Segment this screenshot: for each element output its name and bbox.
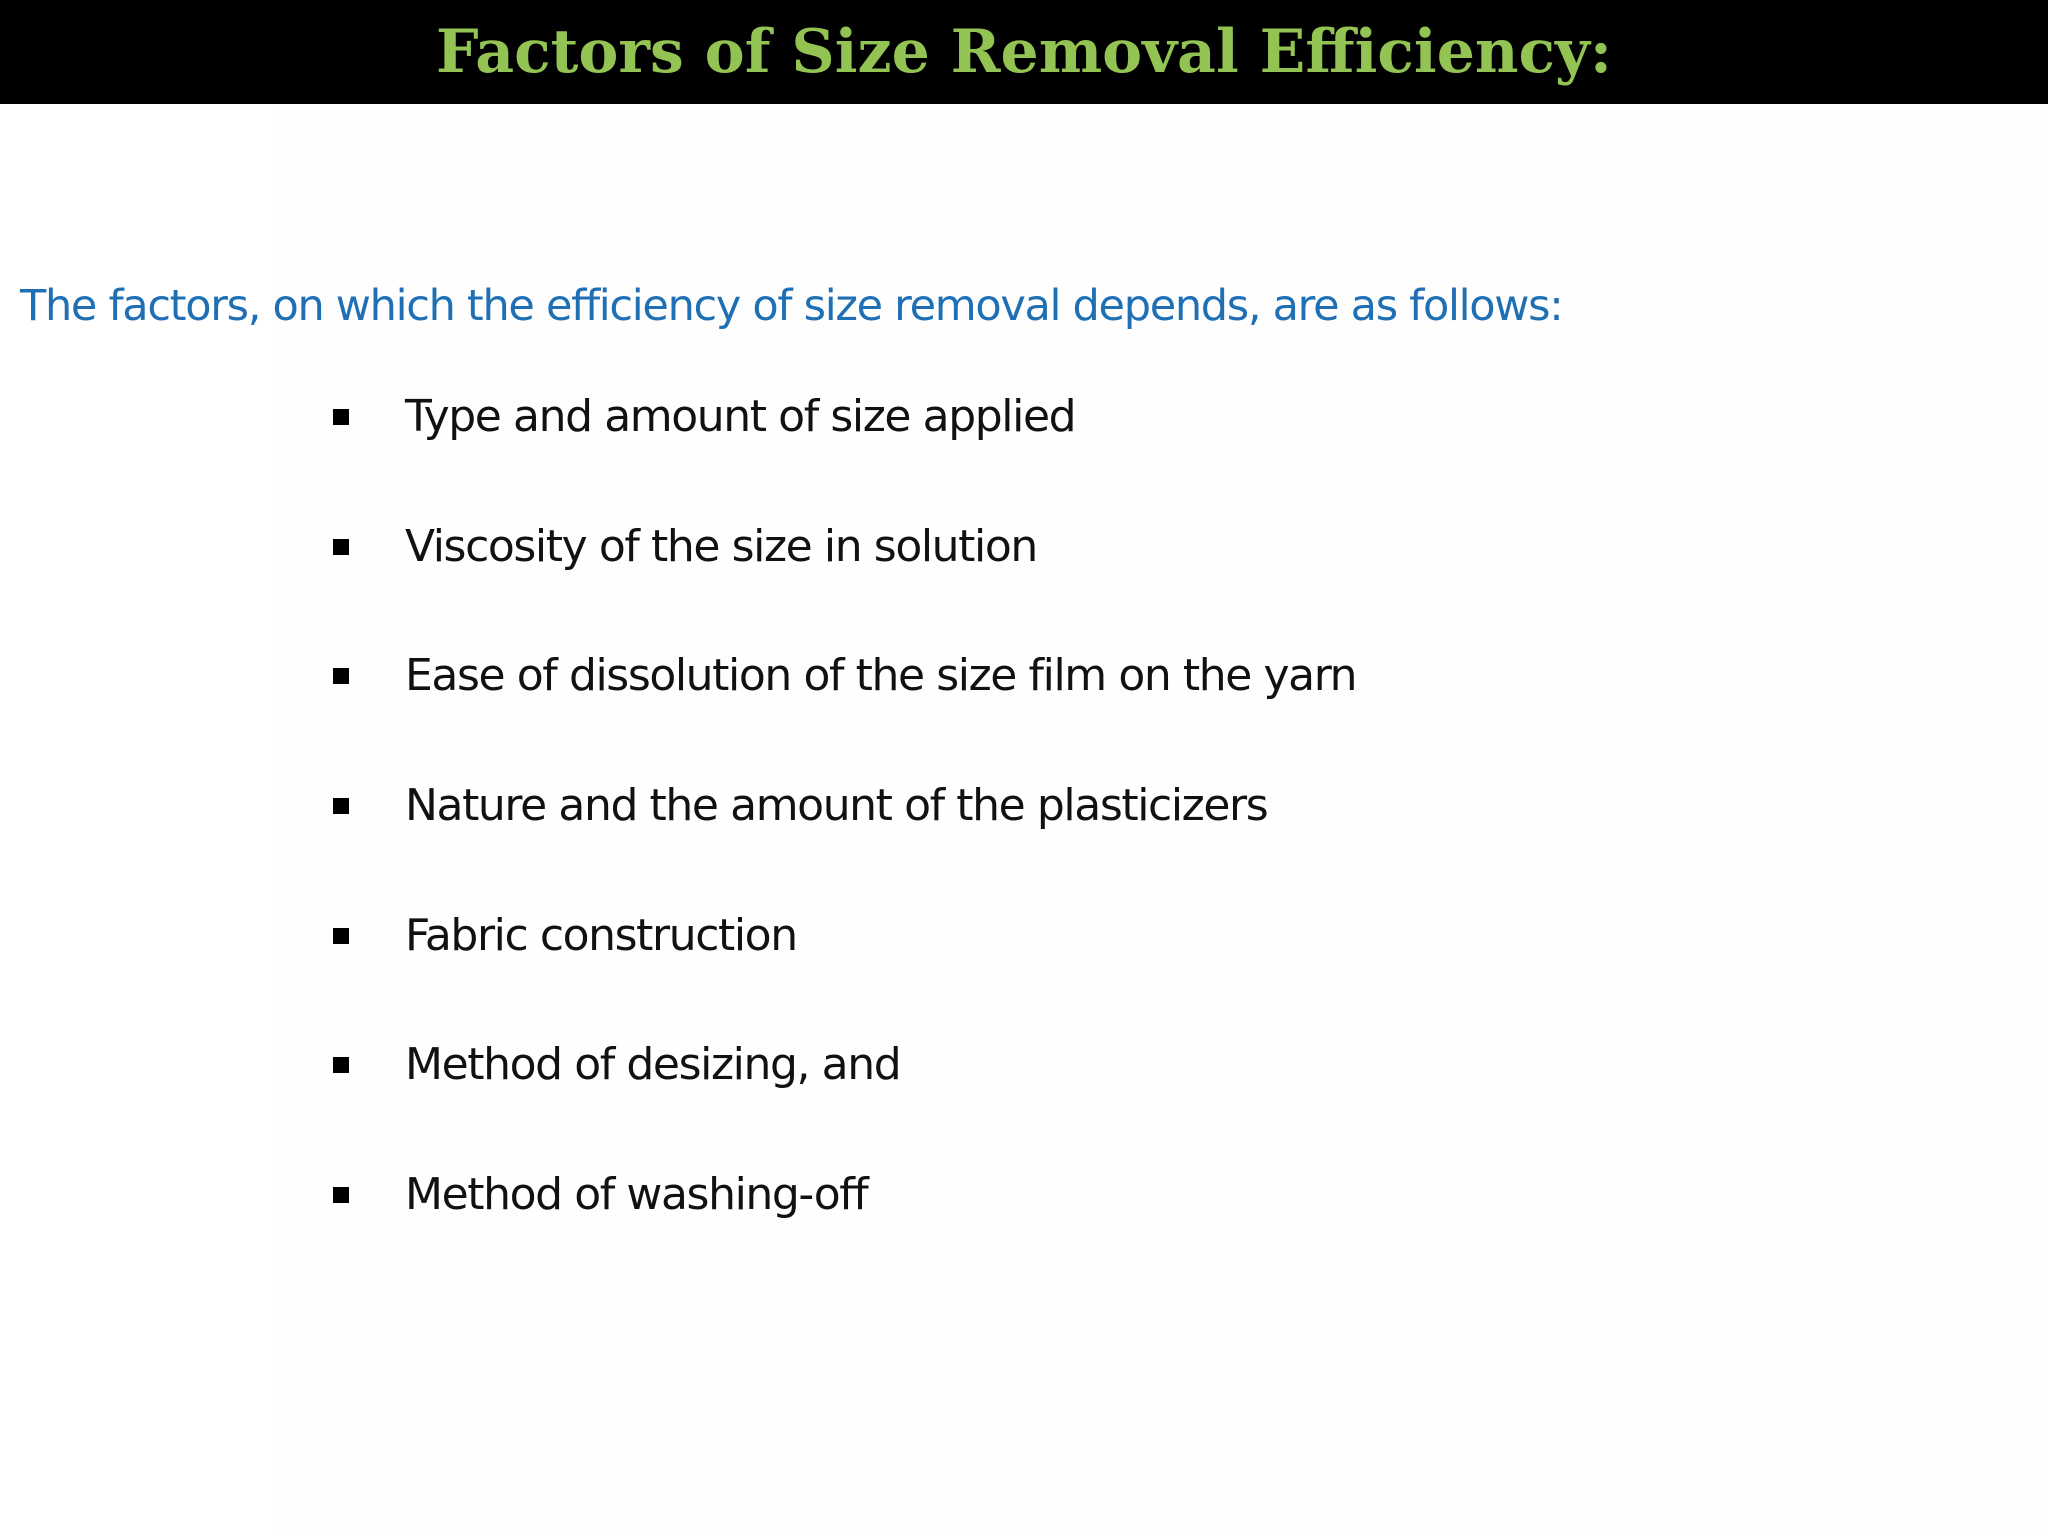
square-bullet-icon [333,1187,349,1203]
factor-label: Type and amount of size applied [405,391,1076,442]
factor-label: Ease of dissolution of the size film on the yarn [405,650,1357,701]
square-bullet-icon [333,1057,349,1073]
list-item [0,517,1500,577]
list-item [0,906,1500,966]
square-bullet-icon [333,409,349,425]
square-bullet-icon [333,928,349,944]
factor-label: Nature and the amount of the plasticizers [405,780,1268,831]
factor-label: Viscosity of the size in solution [405,521,1037,572]
list-item [0,387,1500,447]
list-item [0,776,1500,836]
slide-title: Factors of Size Removal Efficiency: [435,17,1613,87]
list-item [0,1035,1500,1095]
intro-text: The factors, on which the efficiency of size removal depends, are as follows: [20,281,1563,331]
square-bullet-icon [333,798,349,814]
factor-label: Method of washing-off [405,1169,868,1220]
square-bullet-icon [333,668,349,684]
list-item [0,646,1500,706]
factor-label: Method of desizing, and [405,1039,901,1090]
factor-label: Fabric construction [405,910,797,961]
square-bullet-icon [333,539,349,555]
list-item [0,1165,1500,1225]
